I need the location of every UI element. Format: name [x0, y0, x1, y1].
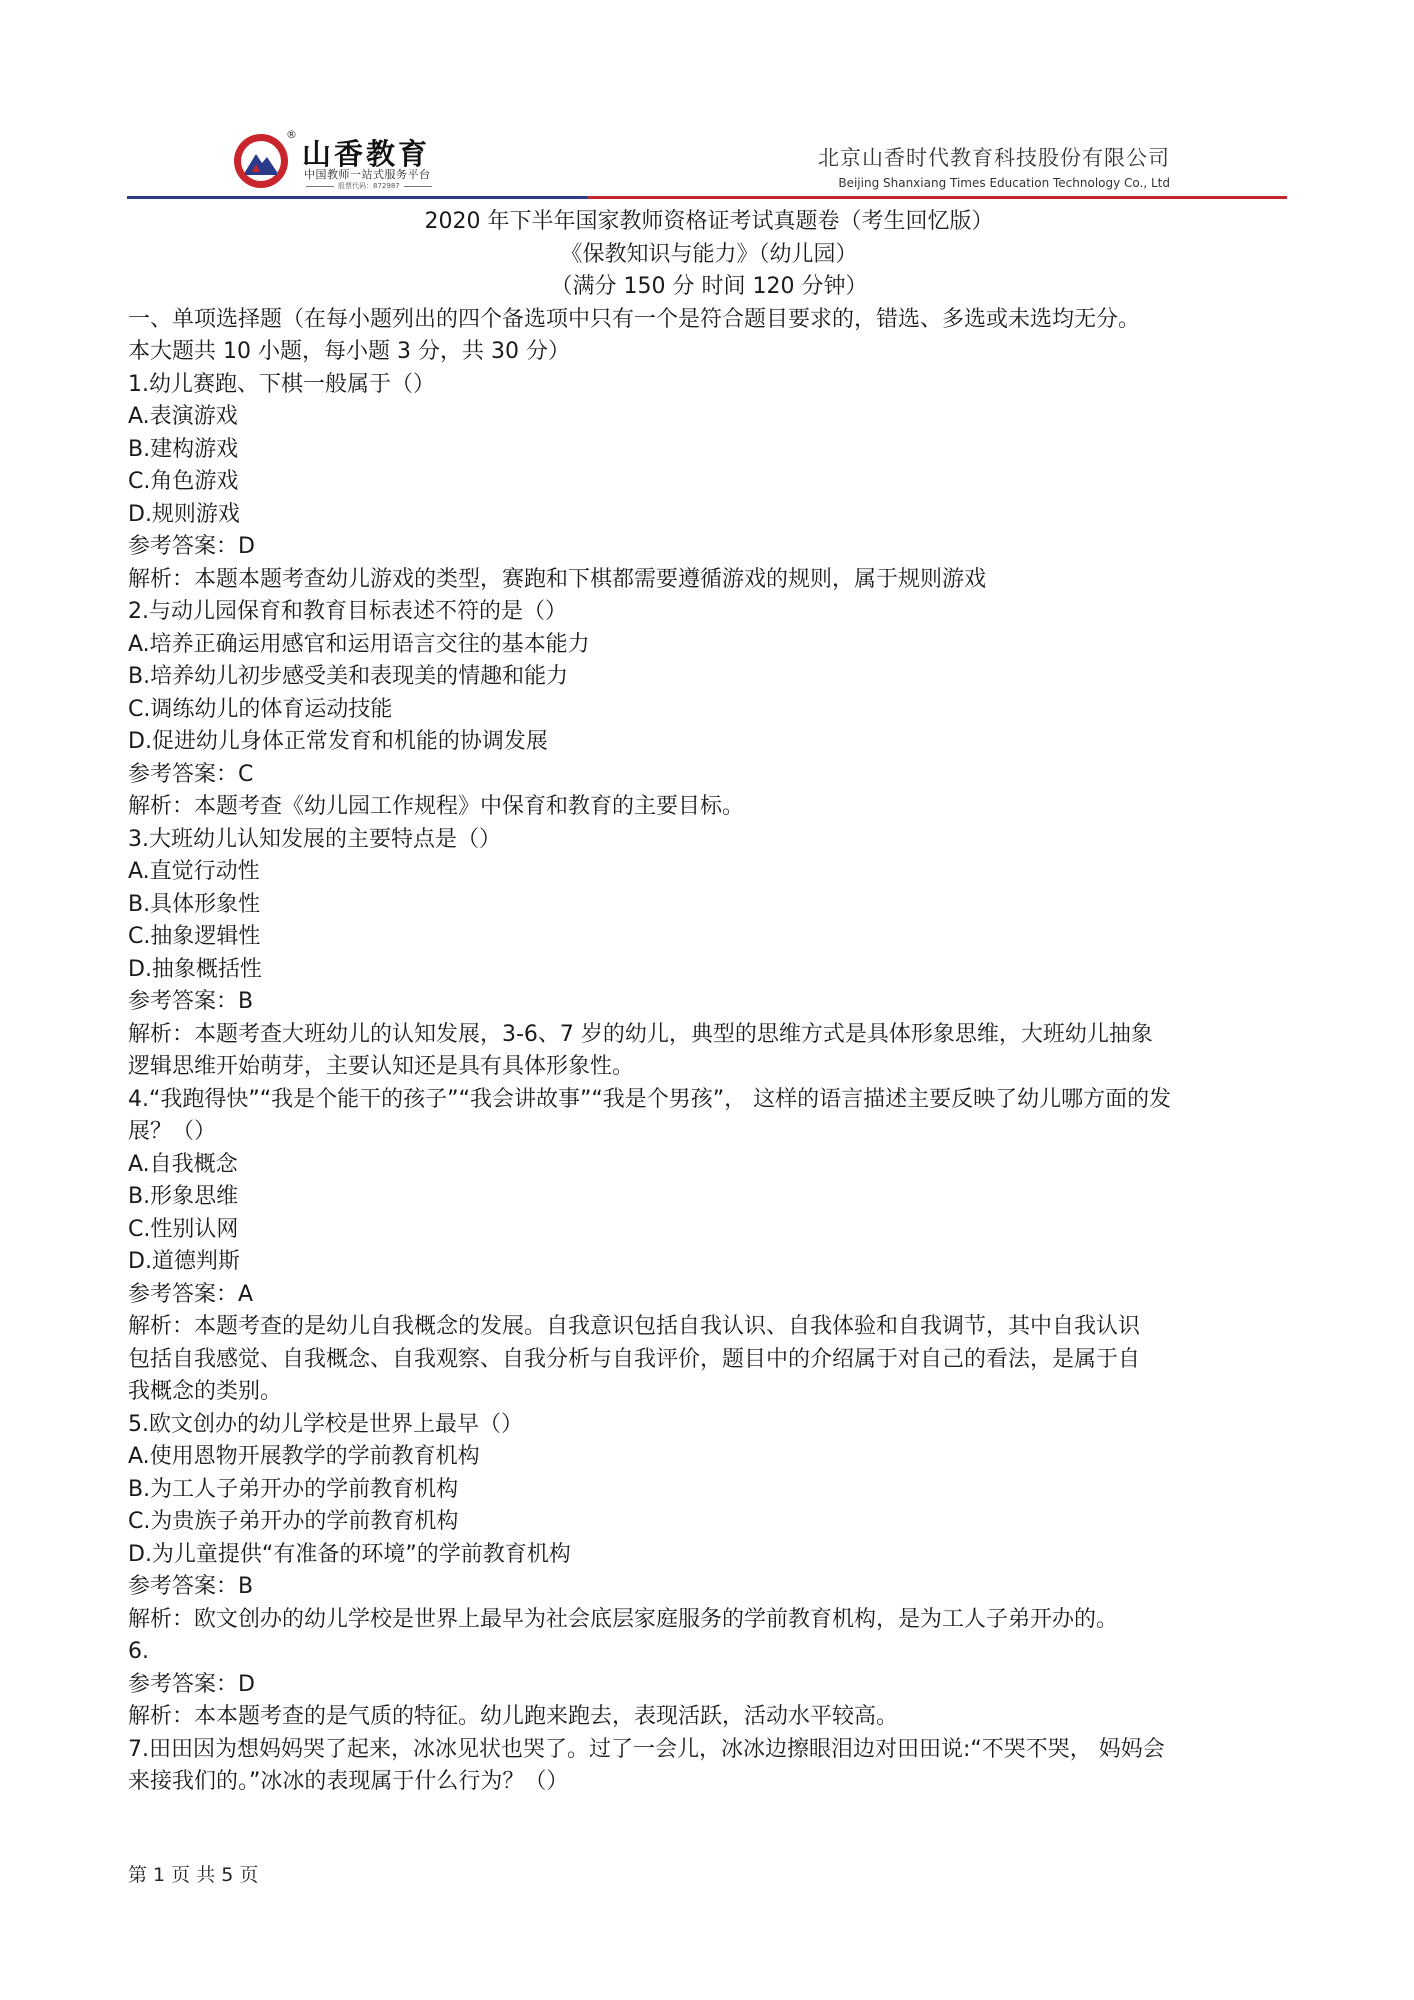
q4-answer: 参考答案：A [128, 1281, 254, 1307]
q4-option-c: C.性别认网 [128, 1216, 239, 1242]
q6-analysis: 解析：本本题考查的是气质的特征。幼儿跑来跑去，表现活跃，活动水平较高。 [128, 1704, 899, 1729]
q1-option-c: C.角色游戏 [128, 469, 239, 494]
q3-option-c: C.抽象逻辑性 [128, 924, 261, 949]
q1-option-b: B.建构游戏 [128, 436, 239, 462]
stock-code: 股票代码：872987 [302, 181, 436, 191]
exam-meta: （满分 150 分 时间 120 分钟） [550, 274, 868, 299]
company-name-en: Beijing Shanxiang Times Education Technology Co., Ltd [838, 176, 1170, 190]
logo-name: 山香教育 [302, 137, 431, 171]
q3-analysis-cont: 逻辑思维开始萌芽，主要认知还是具有具体形象性。 [128, 1054, 635, 1079]
q2-analysis: 解析：本题考查《幼儿园工作规程》中保育和教育的主要目标。 [128, 794, 745, 819]
q1-option-a: A.表演游戏 [128, 404, 238, 429]
company-block [818, 142, 1170, 190]
q6-answer: 参考答案：D [128, 1671, 255, 1697]
exam-content [128, 206, 1290, 1799]
q2-answer: 参考答案：C [128, 761, 254, 787]
page-header [127, 128, 1287, 204]
q5-option-b: B.为工人子弟开办的学前教育机构 [128, 1476, 459, 1502]
q1-analysis: 解析：本题本题考查幼儿游戏的类型，赛跑和下棋都需要遵循游戏的规则，属于规则游戏 [128, 566, 987, 592]
exam-title: 2020 年下半年国家教师资格证考试真题卷（考生回忆版） [424, 209, 994, 234]
q3-analysis: 解析：本题考查大班幼儿的认知发展，3-6、7 岁的幼儿，典型的思维方式是具体形象思维，大班幼儿抽象 [128, 1021, 1153, 1047]
question-1-stem: 1.幼儿赛跑、下棋一般属于（） [128, 371, 435, 397]
q1-option-d: D.规则游戏 [128, 501, 240, 527]
logo [232, 128, 572, 192]
logo-tagline: 中国教师一站式服务平台 [304, 168, 431, 181]
question-3-stem: 3.大班幼儿认知发展的主要特点是（） [128, 826, 501, 852]
registered-mark: ® [286, 128, 297, 141]
q2-option-d: D.促进幼儿身体正常发育和机能的协调发展 [128, 729, 548, 754]
question-5-stem: 5.欧文创办的幼儿学校是世界上最早（） [128, 1411, 523, 1437]
q5-answer: 参考答案：B [128, 1574, 254, 1599]
q4-analysis-cont: 包括自我感觉、自我概念、自我观察、自我分析与自我评价，题目中的介绍属于对自己的看法，是属于自 [128, 1346, 1141, 1372]
q5-option-d: D.为儿童提供“有准备的环境”的学前教育机构 [128, 1541, 571, 1567]
q4-option-a: A.自我概念 [128, 1151, 238, 1177]
question-7-stem: 7.田田因为想妈妈哭了起来，冰冰见状也哭了。过了一会儿，冰冰边擦眼泪边对田田说:“不哭不哭， 妈妈会 [128, 1736, 1165, 1762]
q5-option-a: A.使用恩物开展教学的学前教育机构 [128, 1444, 480, 1469]
q4-analysis-cont: 我概念的类别。 [128, 1379, 283, 1404]
question-4-stem: 4.“我跑得快”“我是个能干的孩子”“我会讲故事”“我是个男孩”， 这样的语言描述主要反映了幼儿哪方面的发 [128, 1086, 1172, 1112]
q2-option-a: A.培养正确运用感官和运用语言交往的基本能力 [128, 631, 590, 657]
q3-option-d: D.抽象概括性 [128, 956, 262, 982]
q4-analysis: 解析：本题考查的是幼儿自我概念的发展。自我意识包括自我认识、自我体验和自我调节，其中自我认识 [128, 1314, 1141, 1339]
section-heading-cont: 本大题共 10 小题，每小题 3 分，共 30 分） [128, 339, 570, 364]
question-2-stem: 2.与动儿园保育和教育目标表述不符的是（） [128, 599, 567, 624]
q2-option-b: B.培养幼儿初步感受美和表现美的情趣和能力 [128, 664, 569, 689]
page-number: 第 1 页 共 5 页 [128, 1864, 259, 1886]
company-name-cn: 北京山香时代教育科技股份有限公司 [818, 146, 1170, 170]
q1-answer: 参考答案：D [128, 534, 255, 559]
exam-subject: 《保教知识与能力》（幼儿园） [560, 241, 858, 267]
q4-option-d: D.道德判斯 [128, 1249, 240, 1274]
q5-option-c: C.为贵族子弟开办的学前教育机构 [128, 1509, 459, 1534]
q3-option-a: A.直觉行动性 [128, 859, 260, 884]
section-heading: 一、单项选择题（在每小题列出的四个备选项中只有一个是符合题目要求的，错选、多选或未选均无分。 [128, 306, 1141, 332]
shanxiang-logo-icon [232, 132, 290, 190]
header-rule-red [587, 196, 1287, 199]
header-rule-blue [127, 196, 587, 199]
question-7-stem-cont: 来接我们的。”冰冰的表现属于什么行为？（） [128, 1769, 569, 1794]
q3-option-b: B.具体形象性 [128, 891, 261, 917]
q4-option-b: B.形象思维 [128, 1184, 239, 1209]
question-4-stem-cont: 展？（） [128, 1119, 217, 1144]
q3-answer: 参考答案：B [128, 989, 254, 1014]
question-6-stem: 6. [128, 1639, 149, 1664]
q5-analysis: 解析：欧文创办的幼儿学校是世界上最早为社会底层家庭服务的学前教育机构，是为工人子弟开办的。 [128, 1606, 1119, 1632]
q2-option-c: C.调练幼儿的体育运动技能 [128, 696, 393, 722]
